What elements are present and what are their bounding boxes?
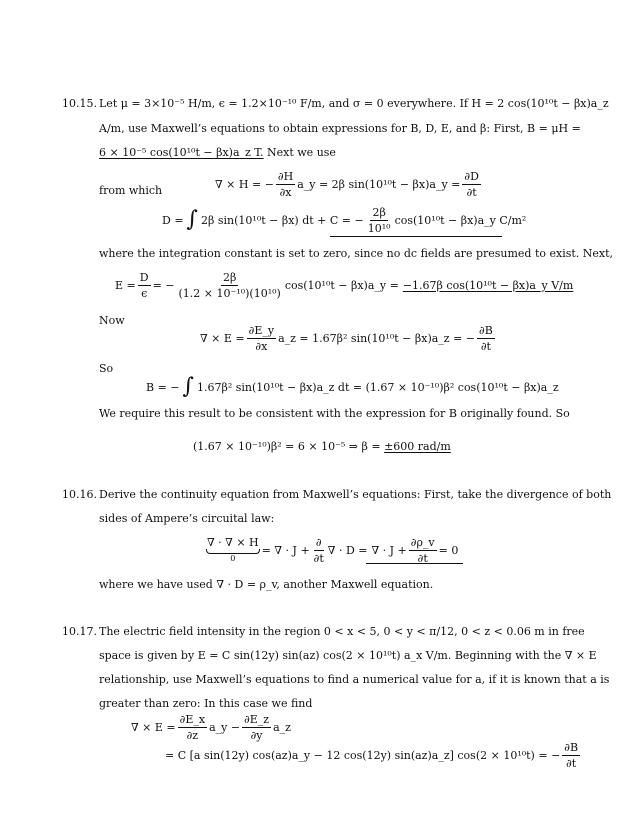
- eq-text: ∇ · J +: [371, 543, 407, 557]
- eq-text: a_y = 2β sin(10¹⁰t − βx)a_y =: [297, 177, 461, 191]
- equation-b: [146, 372, 559, 402]
- eq-text: a_z: [273, 720, 291, 734]
- eq-text: ∇ × H = −: [215, 177, 274, 191]
- eq-text: (1.67 × 10⁻¹⁰)β² = 6 × 10⁻⁵ ⇒ β =: [193, 440, 381, 453]
- boxed-result: 6 × 10⁻⁵ cos(10¹⁰t − βx)a_z T.: [99, 146, 264, 159]
- eq-text: a_y −: [209, 720, 241, 734]
- denominator: ∂x: [255, 339, 268, 353]
- fraction: [177, 271, 283, 300]
- equation-curl-h: [215, 167, 483, 201]
- denominator: (1.2 × 10⁻¹⁰)(10¹⁰): [178, 286, 281, 300]
- problem-number: 10.17.: [62, 625, 97, 638]
- fraction: [562, 741, 580, 770]
- fraction: [312, 536, 326, 565]
- denominator: ϵ: [141, 286, 148, 300]
- eq-text: ∇ × E =: [200, 331, 245, 345]
- problem-number: 10.15.: [62, 97, 97, 110]
- fraction: [409, 536, 437, 565]
- eq-text: E =: [115, 278, 136, 292]
- denominator: ∂z: [186, 728, 199, 742]
- eq-text: 1.67β² sin(10¹⁰t − βx)a_z dt = (1.67 × 10⁻¹⁰)β² cos(10¹⁰t − βx)a_z: [196, 380, 559, 394]
- numerator: 2β: [372, 205, 386, 219]
- equation-curl-e: [200, 321, 497, 355]
- numerator: ∂E_z: [244, 712, 270, 726]
- denominator: ∂t: [313, 551, 324, 565]
- equation-e: [115, 268, 573, 302]
- fraction: [276, 170, 295, 199]
- denominator: ∂t: [566, 756, 577, 770]
- denominator: ∂y: [250, 728, 263, 742]
- fraction: [477, 324, 495, 353]
- text-line: from which: [99, 184, 163, 197]
- eq-text: ∇ × E =: [131, 720, 176, 734]
- text-line: So: [99, 362, 114, 375]
- numerator: ∂ρ_v: [410, 535, 435, 549]
- numerator: D: [139, 270, 149, 284]
- fraction: [462, 170, 481, 199]
- problem-text: greater than zero: In this case we find: [99, 697, 313, 710]
- result-underline: [330, 236, 502, 237]
- equation-beta: [193, 440, 451, 454]
- eq-text: cos(10¹⁰t − βx)a_y C/m²: [394, 213, 527, 227]
- numerator: ∂B: [479, 323, 493, 337]
- eq-text: ∇ · D =: [327, 543, 368, 557]
- problem-text: A/m, use Maxwell’s equations to obtain expressions for B, D, E, and β: First, B = μH =: [99, 122, 581, 135]
- denominator: ∂t: [417, 551, 428, 565]
- denominator: ∂t: [466, 185, 477, 199]
- fraction: [366, 206, 393, 235]
- eq-text: = 0: [438, 543, 459, 557]
- text-line: where we have used ∇ · D = ρ_v, another Maxwell equation.: [99, 578, 434, 591]
- denominator: ∂t: [480, 339, 491, 353]
- problem-text: The electric field intensity in the region 0 < x < 5, 0 < y < π/12, 0 < z < 0.06 m in free: [99, 625, 585, 638]
- text-fragment: Next we use: [263, 146, 336, 159]
- text-line: where the integration constant is set to zero, since no dc fields are presumed to exist. Next,: [99, 247, 614, 260]
- eq-text: ∇ · ∇ × H: [207, 536, 259, 549]
- numerator: ∂D: [464, 169, 479, 183]
- eq-text: = −: [152, 278, 175, 292]
- problem-text: space is given by E = C sin(12y) sin(az) cos(2 × 10¹⁰t) a_x V/m. Beginning with the ∇ × E: [99, 649, 597, 662]
- fraction: [247, 324, 276, 353]
- denominator: 10¹⁰: [367, 221, 391, 235]
- eq-text: = C [a sin(12y) cos(az)a_y − 12 cos(12y) sin(az)a_z] cos(2 × 10¹⁰t) = −: [165, 748, 561, 762]
- problem-text: Let μ = 3×10⁻⁵ H/m, ϵ = 1.2×10⁻¹⁰ F/m, and σ = 0 everywhere. If H = 2 cos(10¹⁰t − βx)a_z: [99, 97, 609, 110]
- denominator: ∂x: [279, 185, 292, 199]
- text-line: We require this result to be consistent with the expression for B originally found. So: [99, 407, 570, 420]
- result-underline: [366, 563, 463, 564]
- numerator: ∂E_x: [179, 712, 206, 726]
- eq-text: a_z = 1.67β² sin(10¹⁰t − βx)a_z = −: [278, 331, 476, 345]
- problem-number: 10.16.: [62, 488, 97, 501]
- boxed-result: −1.67β cos(10¹⁰t − βx)a_y V/m: [402, 278, 574, 292]
- underbrace-group: [207, 536, 259, 564]
- eq-text: B = −: [146, 380, 180, 394]
- eq-text: D =: [162, 213, 184, 227]
- eq-text: 2β sin(10¹⁰t − βx) dt + C = −: [201, 213, 364, 227]
- equation-curl-e-expanded: [165, 738, 582, 772]
- numerator: ∂: [315, 535, 322, 549]
- problem-text: Derive the continuity equation from Maxwell’s equations: First, take the divergence of both: [99, 488, 612, 501]
- underbrace-label: 0: [230, 554, 236, 563]
- numerator: ∂H: [277, 169, 294, 183]
- eq-text: cos(10¹⁰t − βx)a_y =: [284, 278, 399, 292]
- problem-text: sides of Ampere’s circuital law:: [99, 512, 275, 525]
- integral-sign: ∫: [186, 207, 199, 232]
- equation-continuity: [207, 530, 458, 570]
- fraction: [138, 271, 151, 300]
- numerator: ∂B: [564, 740, 579, 754]
- numerator: 2β: [222, 270, 237, 284]
- equation-d: [162, 203, 526, 237]
- problem-text-line: [99, 146, 336, 160]
- eq-text: = ∇ · J +: [261, 543, 310, 557]
- boxed-result: ±600 rad/m: [384, 440, 451, 453]
- problem-text: relationship, use Maxwell’s equations to find a numerical value for a, if it is known that a is: [99, 673, 610, 686]
- numerator: ∂E_y: [248, 323, 275, 337]
- text-line: Now: [99, 314, 125, 327]
- integral-sign: ∫: [182, 374, 194, 399]
